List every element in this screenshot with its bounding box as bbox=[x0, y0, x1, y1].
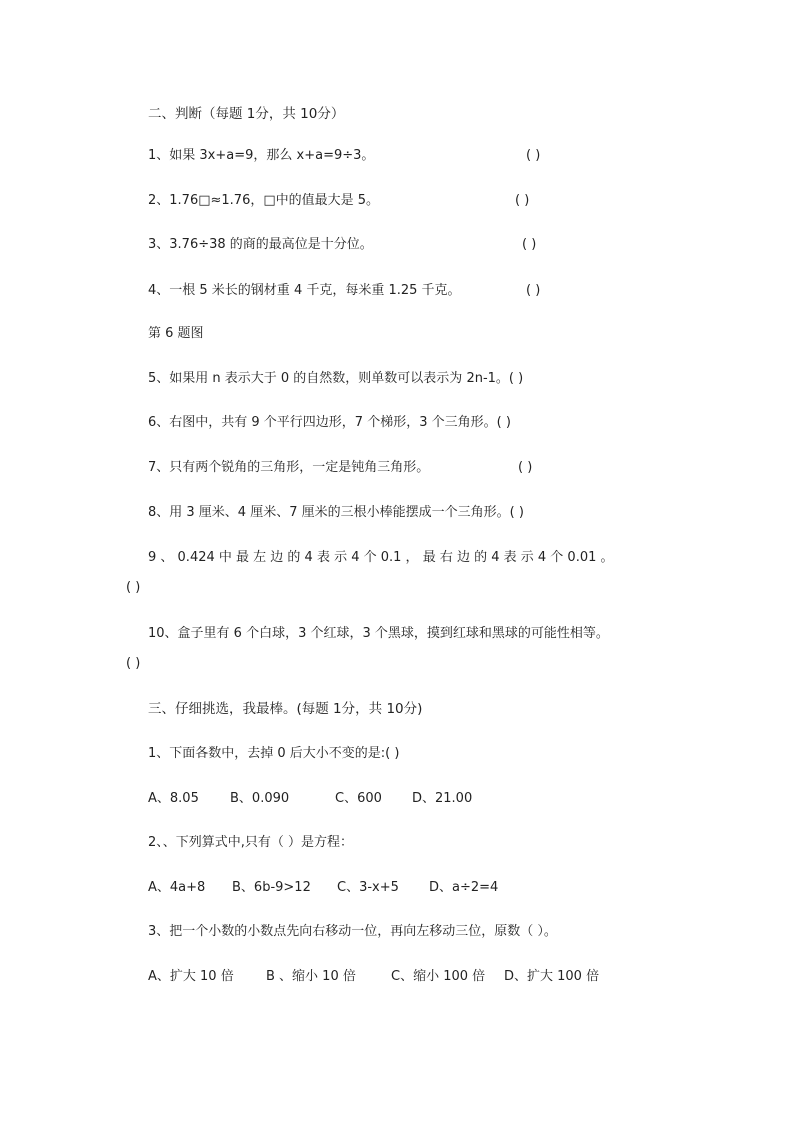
judge-item-10: 10、盒子里有 6 个白球，3 个红球，3 个黑球，摸到红球和黑球的可能性相等。 bbox=[148, 626, 609, 641]
option-c[interactable]: C、缩小 100 倍 bbox=[391, 969, 486, 984]
judge-item-9: 9 、 0.424 中 最 左 边 的 4 表 示 4 个 0.1 ， 最 右 边 的 4 表 示 4 个 0.01 。 bbox=[148, 550, 614, 565]
option-b[interactable]: B、0.090 bbox=[230, 791, 290, 806]
option-d[interactable]: D、扩大 100 倍 bbox=[504, 969, 600, 984]
answer-blank-4[interactable]: ( ) bbox=[526, 283, 541, 298]
option-c[interactable]: C、600 bbox=[335, 791, 382, 806]
choice-options-2 bbox=[148, 879, 498, 897]
section-3-heading: 三、仔细挑选，我最棒。(每题 1分，共 10分) bbox=[148, 701, 423, 717]
judge-item-2: 2、1.76□≈1.76，□中的值最大是 5。 bbox=[148, 193, 380, 208]
judge-item-1: 1、如果 3x+a=9，那么 x+a=9÷3。 bbox=[148, 148, 375, 163]
choice-options-3 bbox=[148, 968, 599, 986]
option-a[interactable]: A、4a+8 bbox=[148, 880, 206, 895]
answer-blank-3[interactable]: ( ) bbox=[522, 237, 537, 252]
choice-options-1 bbox=[148, 790, 472, 808]
option-a[interactable]: A、8.05 bbox=[148, 791, 199, 806]
option-a[interactable]: A、扩大 10 倍 bbox=[148, 969, 234, 984]
judge-item-4: 4、一根 5 米长的钢材重 4 千克，每米重 1.25 千克。 bbox=[148, 283, 461, 298]
section-2-heading: 二、判断（每题 1分，共 10分） bbox=[148, 106, 345, 122]
answer-blank-10[interactable]: ( ) bbox=[126, 656, 141, 671]
choice-question-1: 1、下面各数中，去掉 0 后大小不变的是:( ) bbox=[148, 746, 400, 761]
judge-item-5: 5、如果用 n 表示大于 0 的自然数，则单数可以表示为 2n-1。( ) bbox=[148, 371, 524, 386]
option-b[interactable]: B、6b-9>12 bbox=[232, 880, 311, 895]
answer-blank-9[interactable]: ( ) bbox=[126, 580, 141, 595]
option-d[interactable]: D、21.00 bbox=[412, 791, 473, 806]
option-d[interactable]: D、a÷2=4 bbox=[429, 880, 499, 895]
judge-item-6: 6、右图中，共有 9 个平行四边形，7 个梯形，3 个三角形。( ) bbox=[148, 415, 511, 430]
judge-item-3: 3、3.76÷38 的商的最高位是十分位。 bbox=[148, 237, 373, 252]
judge-item-7: 7、只有两个锐角的三角形，一定是钝角三角形。 bbox=[148, 460, 430, 475]
answer-blank-1[interactable]: ( ) bbox=[526, 148, 541, 163]
option-c[interactable]: C、3-x+5 bbox=[337, 880, 399, 895]
choice-question-2: 2、、下列算式中,只有（ ）是方程： bbox=[148, 835, 354, 850]
option-b[interactable]: B 、缩小 10 倍 bbox=[266, 969, 356, 984]
judge-item-8: 8、用 3 厘米、4 厘米、7 厘米的三根小棒能摆成一个三角形。( ) bbox=[148, 505, 524, 520]
figure-caption: 第 6 题图 bbox=[148, 326, 204, 341]
answer-blank-2[interactable]: ( ) bbox=[515, 193, 530, 208]
answer-blank-7[interactable]: ( ) bbox=[518, 460, 533, 475]
choice-question-3: 3、把一个小数的小数点先向右移动一位，再向左移动三位，原数（ ）。 bbox=[148, 924, 557, 939]
